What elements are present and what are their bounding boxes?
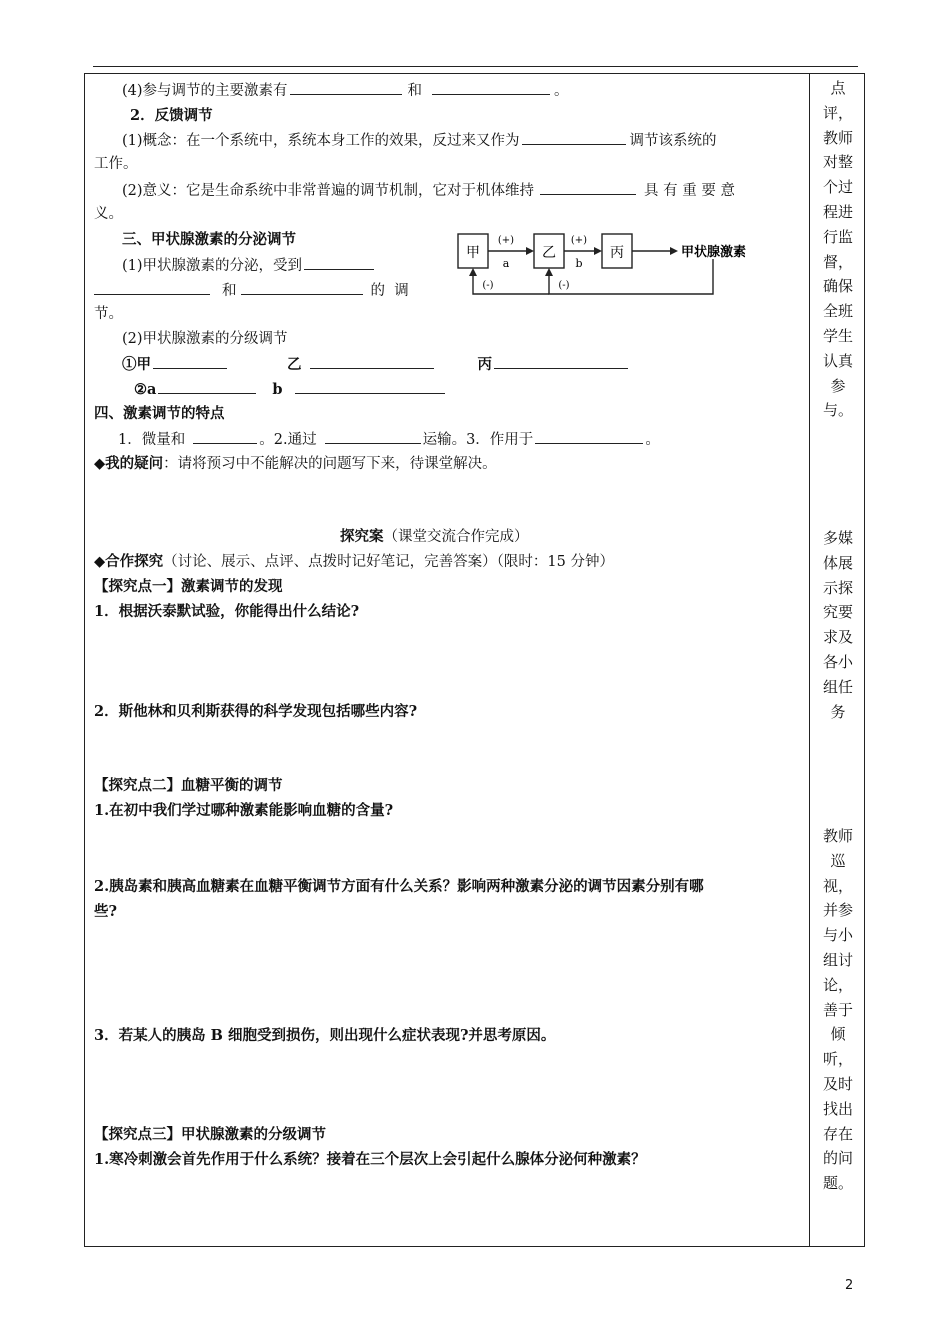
- feedback-concept-line2: 工作。: [94, 156, 138, 172]
- side-note-line: 巡: [830, 851, 846, 870]
- item4-line: (4)参与调节的主要激素有 和 。: [122, 80, 569, 101]
- side-note-line: 善于: [822, 1000, 853, 1019]
- side-note-line: 教师: [822, 827, 853, 845]
- thyroid-line1: (1)甲状腺激素的分泌，受到: [122, 255, 374, 276]
- question-2-1: 1.在初中我们学过哪种激素能影响血糖的含量?: [94, 802, 394, 819]
- side-note-line: 督，: [822, 252, 853, 271]
- question-1-2: 2．斯他林和贝利斯获得的科学发现包括哪些内容?: [94, 703, 418, 720]
- side-note-line: 学生: [822, 326, 853, 345]
- coop-line: ◆合作探究（讨论、展示、点评、点拨时记好笔记，完善答案）（限时：15 分钟）: [94, 553, 614, 570]
- header-rule: [93, 66, 858, 67]
- minus-sign-1: (-): [482, 280, 494, 291]
- side-note-line: 各小: [822, 652, 853, 671]
- side-note-line: 题。: [822, 1174, 853, 1193]
- side-note-line: 组讨: [822, 950, 853, 969]
- target-label: 甲状腺激素: [681, 245, 747, 260]
- side-note-line: 组任: [822, 677, 853, 696]
- label-a: a: [502, 257, 510, 270]
- feedback-meaning-line2: 义。: [94, 206, 123, 222]
- feedback-title: 2．反馈调节: [130, 107, 213, 124]
- page-number: 2: [845, 1278, 854, 1293]
- fill-row-2: ②a b: [134, 379, 445, 400]
- side-note-line: 存在: [822, 1124, 853, 1143]
- side-note-line: 认真: [822, 351, 853, 370]
- side-note-line: 全班: [822, 302, 853, 321]
- question-3-1: 1.寒冷刺激会首先作用于什么系统？接着在三个层次上会引起什么腺体分泌何种激素？: [94, 1151, 646, 1168]
- label-bing: 丙: [610, 245, 624, 261]
- minus-sign-2: (-): [558, 280, 570, 291]
- side-note-line: 参: [830, 376, 846, 395]
- feedback-concept-line1: (1)概念：在一个系统中，系统本身工作的效果，反过来又作为 调节该系统的: [122, 130, 717, 151]
- side-note-line: 程进: [822, 202, 853, 221]
- plus-sign-2: (+): [570, 235, 588, 246]
- side-note-line: 求及: [822, 628, 853, 647]
- question-2-2-line1: 2.胰岛素和胰高血糖素在血糖平衡调节方面有什么关系？影响两种激素分泌的调节因素分别有哪: [94, 878, 704, 895]
- side-note-line: 与。: [822, 401, 853, 420]
- column-divider: [809, 73, 810, 1247]
- thyroid-regulation-diagram: [455, 226, 755, 302]
- side-note-line: 教师: [822, 128, 853, 147]
- side-note-line: 确保: [822, 277, 853, 296]
- side-note-line: 体展: [822, 553, 853, 572]
- side-note-line: 个过: [822, 178, 853, 197]
- plus-sign-1: (+): [497, 235, 515, 246]
- side-note-2: [812, 526, 864, 724]
- side-note-line: 示探: [822, 578, 853, 597]
- question-2-3: 3．若某人的胰岛 B 细胞受到损伤，则出现什么症状表现?并思考原因。: [94, 1027, 556, 1044]
- fill-row-1: ①甲 乙 丙: [122, 354, 628, 375]
- label-b: b: [575, 257, 583, 270]
- side-note-line: 点: [830, 79, 846, 97]
- feedback-meaning-line1: (2)意义：它是生命系统中非常普遍的调节机制，它对于机体维持 具 有 重 要 意: [122, 180, 735, 201]
- explore-title: 探究案（课堂交流合作完成）: [340, 528, 529, 545]
- side-note-line: 究要: [822, 603, 853, 622]
- label-jia: 甲: [466, 245, 480, 261]
- question-1-1: 1．根据沃泰默试验，你能得出什么结论?: [94, 603, 360, 620]
- side-note-line: 对整: [822, 153, 853, 172]
- thyroid-line2: 和 的 调: [94, 280, 409, 301]
- side-note-line: 找出: [822, 1099, 853, 1118]
- side-note-line: 多媒: [822, 529, 853, 547]
- side-note-line: 论，: [822, 975, 853, 994]
- question-2-2-line2: 些?: [94, 903, 117, 920]
- explore-point-3: 【探究点三】甲状腺激素的分级调节: [94, 1126, 326, 1143]
- side-note-line: 并参: [822, 901, 853, 920]
- side-note-1: [812, 76, 864, 423]
- side-note-line: 行监: [822, 227, 853, 246]
- features-line: 1．微量和 。2.通过 运输。3．作用于 。: [118, 429, 660, 450]
- side-note-line: 视，: [822, 876, 853, 895]
- label-yi: 乙: [542, 245, 556, 261]
- side-note-line: 听，: [822, 1050, 853, 1069]
- side-note-line: 评，: [822, 103, 853, 122]
- thyroid-section-title: 三、甲状腺激素的分泌调节: [122, 231, 296, 248]
- side-note-line: 务: [830, 702, 846, 721]
- side-note-line: 及时: [822, 1074, 853, 1093]
- side-note-line: 与小: [822, 926, 853, 945]
- thyroid-grading-line: (2)甲状腺激素的分级调节: [122, 331, 288, 347]
- features-title: 四、激素调节的特点: [94, 405, 225, 422]
- side-note-line: 的问: [822, 1149, 853, 1168]
- explore-point-2: 【探究点二】血糖平衡的调节: [94, 777, 283, 794]
- side-note-line: 倾: [830, 1025, 846, 1044]
- doubt-line: ◆我的疑问：请将预习中不能解决的问题写下来，待课堂解决。: [94, 455, 497, 472]
- side-note-3: [812, 824, 864, 1196]
- explore-point-1: 【探究点一】激素调节的发现: [94, 578, 283, 595]
- thyroid-line3: 节。: [94, 306, 123, 322]
